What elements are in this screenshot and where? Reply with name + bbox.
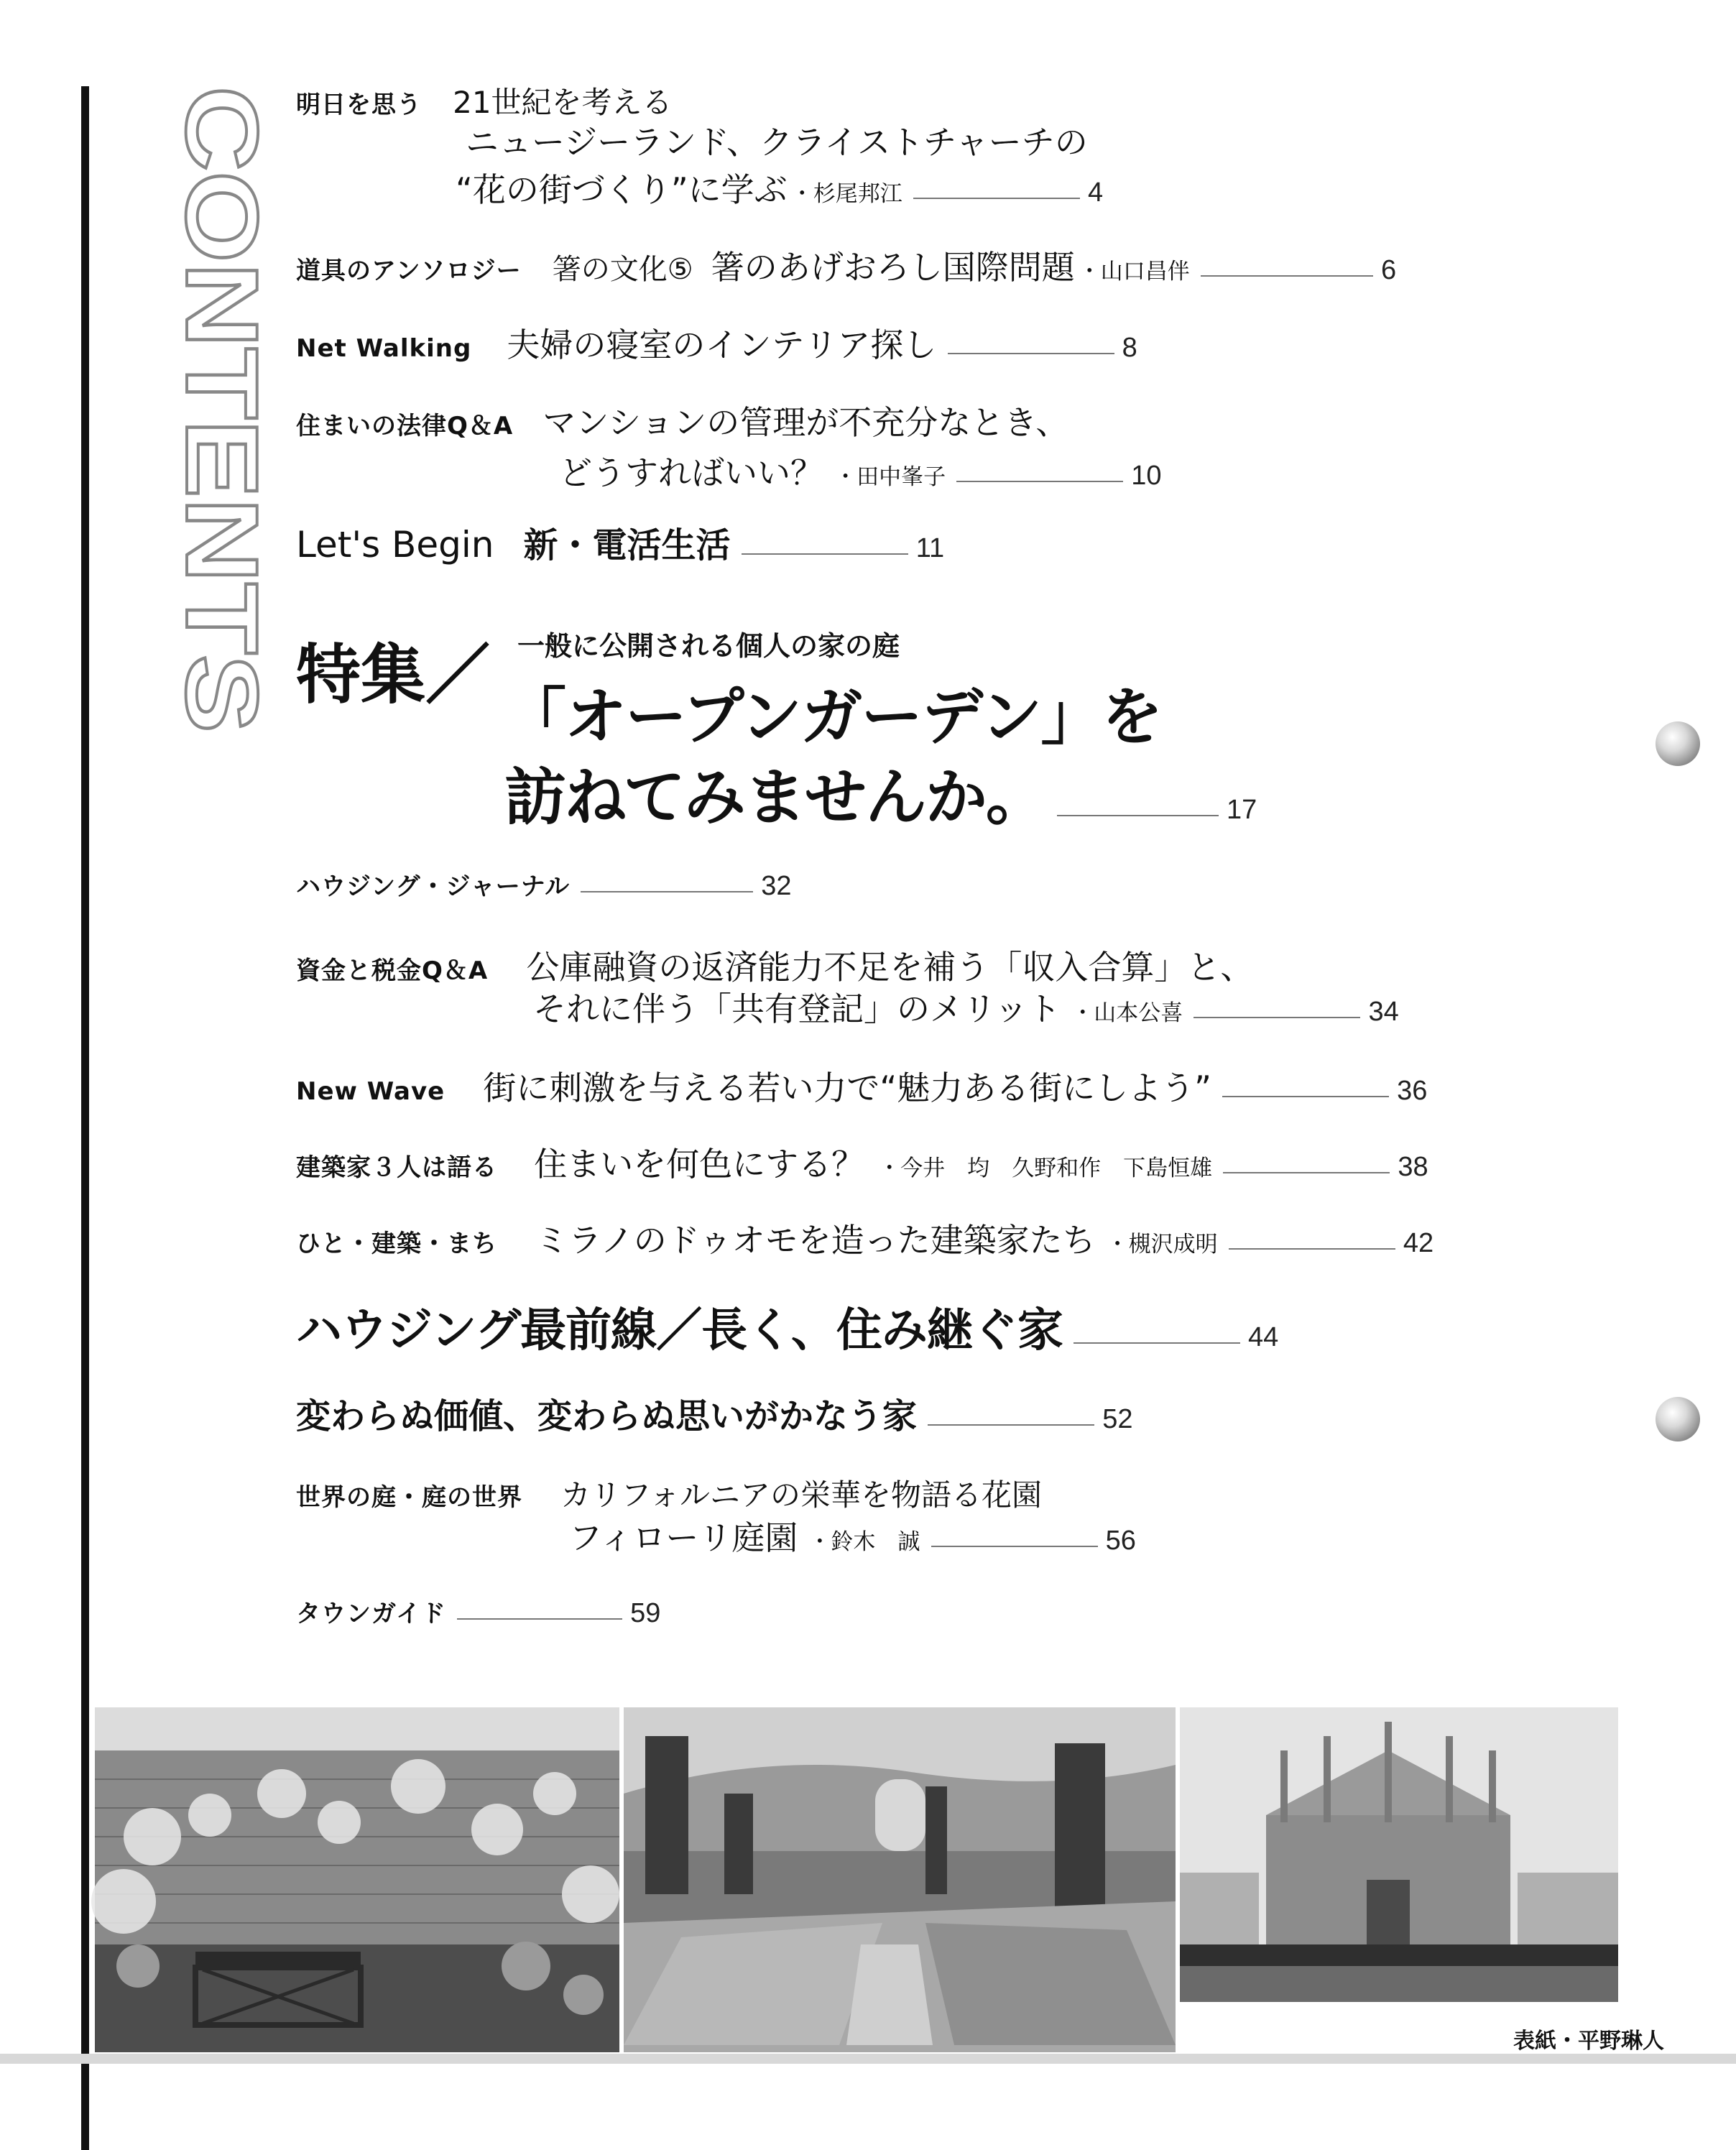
entry-title-line1: ニュージーランド、クライストチャーチの: [466, 123, 1088, 162]
entry-title-text: 住まいを何色にする？: [534, 1145, 865, 1184]
entry-author: ・今井 均 久野和作 下島恒雄: [878, 1155, 1213, 1181]
leader-line: [1074, 1342, 1240, 1344]
entry-label: タウンガイド: [296, 1600, 446, 1628]
entry-title-line2: [456, 164, 1103, 211]
entry-page: 38: [1398, 1152, 1428, 1182]
entry-housing-journal: [296, 867, 792, 902]
entry-ashita: [296, 79, 673, 122]
leader-line: [948, 353, 1114, 354]
entry-shikin: [296, 941, 1253, 989]
entry-houritsu: [296, 397, 1068, 444]
entry-page: 34: [1368, 997, 1399, 1027]
feature-title-text: 訪ねてみませんか。: [504, 762, 1046, 834]
entry-author: ・鈴木 誠: [808, 1529, 920, 1555]
entry-page: 11: [915, 533, 945, 563]
entry-label: 住まいの法律Q＆A: [296, 412, 514, 440]
entry-label: ひと・建築・まち: [296, 1229, 497, 1258]
entry-title-text: 箸のあげおろし国際問題: [711, 248, 1075, 287]
entry-label: Net Walking: [296, 334, 472, 363]
feature-title-line2: [504, 747, 1257, 836]
entry-page: 17: [1227, 795, 1257, 825]
entry-page: 10: [1131, 461, 1162, 491]
entry-page: 52: [1102, 1404, 1133, 1434]
bottom-band: [0, 2054, 1736, 2064]
contents-vertical-title: [79, 72, 279, 733]
entry-title-text: 夫婦の寝室のインテリア探し: [507, 326, 937, 364]
entry-page: 59: [630, 1598, 661, 1628]
entry-newwave: [296, 1062, 1427, 1109]
leader-line: [457, 1618, 622, 1620]
entry-label: 建築家３人は語る: [296, 1153, 497, 1182]
entry-letsbegin: [296, 517, 944, 567]
entry-author: ・山本公喜: [1071, 1000, 1183, 1026]
entry-title-text: 新・電活生活: [523, 525, 731, 566]
entry-page: 36: [1397, 1076, 1428, 1106]
entry-page: 8: [1122, 333, 1137, 363]
feature-title-line1: 「オープンガーデン」を: [504, 681, 1162, 753]
leader-line: [928, 1424, 1094, 1426]
entry-label: 世界の庭・庭の世界: [296, 1483, 522, 1512]
entry-page: 4: [1087, 177, 1104, 208]
entry-page: 56: [1105, 1526, 1136, 1556]
entry-title-line1: 公庫融資の返済能力不足を補う「収入合算」と、: [526, 948, 1254, 987]
entry-subtitle: 箸の文化⑤: [552, 253, 693, 286]
photo-garden-wall: [95, 1707, 619, 2052]
entry-title-text: ミラノのドゥオモを造った建築家たち: [535, 1221, 1096, 1260]
entry-label: 資金と税金Q＆A: [296, 956, 489, 985]
entry-page: 44: [1248, 1322, 1279, 1352]
entry-sekai: [296, 1472, 1042, 1515]
entry-author: ・山口昌伴: [1078, 259, 1190, 285]
photo-milan-cathedral: [1180, 1707, 1618, 2002]
entry-netwalking: [296, 319, 1137, 366]
entry-title-text: それに伴う「共有登記」のメリット: [533, 989, 1061, 1028]
entry-author: ・田中峯子: [834, 464, 946, 490]
entry-author: ・槻沢成明: [1106, 1232, 1218, 1258]
contents-title-text: CONTENTS: [165, 86, 279, 647]
entry-label: 道具のアンソロジー: [296, 257, 522, 285]
leader-line: [581, 891, 753, 892]
entry-kawaranu: [296, 1388, 1132, 1438]
entry-title-line2: [533, 983, 1399, 1030]
entry-label: 明日を思う: [296, 91, 422, 119]
entry-label: ハウジング・ジャーナル: [296, 872, 571, 901]
entry-label: Let's Begin: [296, 524, 494, 566]
entry-saizensen: [296, 1293, 1278, 1360]
entry-title-text: フィローリ庭園: [569, 1518, 798, 1557]
binder-hole-bottom: [1656, 1397, 1700, 1441]
binder-hole-top: [1656, 721, 1700, 766]
leader-line: [913, 198, 1080, 199]
leader-line: [1223, 1172, 1390, 1173]
leader-line: [1201, 275, 1373, 277]
feature-subtitle: 一般に公開される個人の家の庭: [517, 630, 900, 662]
entry-title-text: どうすればいい？: [559, 453, 823, 492]
leader-line: [1222, 1096, 1389, 1097]
cover-credit: 表紙・平野琳人: [1513, 2029, 1664, 2054]
entry-title-line2: [559, 447, 1162, 494]
entry-page: 32: [761, 871, 792, 901]
leader-line: [742, 553, 908, 555]
entry-page: 6: [1380, 255, 1397, 285]
entry-author: ・杉尾邦江: [790, 181, 902, 207]
feature-label: 特集／: [296, 637, 490, 713]
entry-kenchikuka: [296, 1138, 1428, 1186]
leader-line: [1194, 1017, 1360, 1018]
entry-townguide: [296, 1594, 660, 1629]
photo-formal-garden: [624, 1707, 1176, 2052]
entry-title-line2: [569, 1512, 1136, 1559]
entry-label: New Wave: [296, 1077, 445, 1106]
entry-label: 変わらぬ価値、変わらぬ思いがかなう家: [296, 1396, 918, 1436]
leader-line: [956, 481, 1123, 482]
entry-title-line1: マンションの管理が不充分なとき、: [542, 403, 1069, 442]
entry-title-line1: カリフォルニアの栄華を物語る花園: [560, 1477, 1042, 1513]
entry-hito: [296, 1214, 1433, 1262]
leader-line: [1229, 1248, 1395, 1250]
entry-title-text: “花の街づくり”に学ぶ: [456, 170, 788, 209]
entry-page: 42: [1403, 1228, 1434, 1258]
leader-line: [931, 1546, 1098, 1547]
entry-title-text: 街に刺激を与える若い力で“魅力ある街にしよう”: [483, 1069, 1211, 1107]
entry-label: ハウジング最前線／長く、住み継ぐ家: [296, 1304, 1063, 1357]
leader-line: [1057, 815, 1219, 816]
entry-subtitle: 21世紀を考える: [453, 85, 673, 120]
entry-dougu: [296, 241, 1396, 289]
